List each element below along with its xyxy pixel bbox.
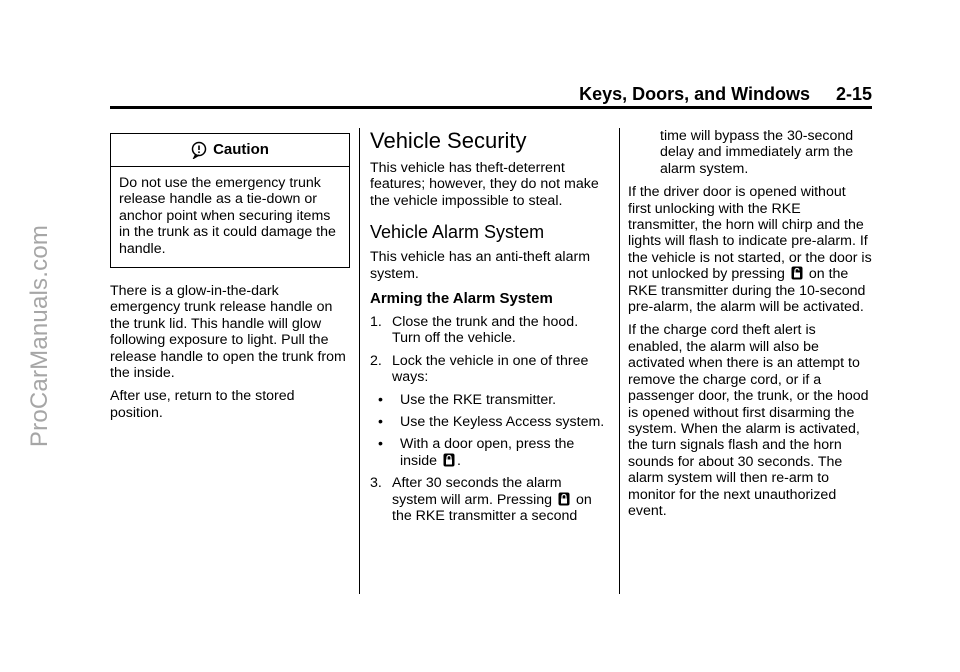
header-rule	[110, 106, 872, 109]
step-3-text-b: on the RKE transmitter a second	[392, 491, 592, 525]
caution-box	[110, 133, 350, 268]
charge-cord-paragraph: If the charge cord theft alert is enabled, the alarm will also be activated when there is an attempt to remove the charge cord, or if a passenger door, the trunk, or the hood is opened without first disarming the system. When the alarm is activated, the turn signals flash and the horn sounds for about 30 seconds. The alarm system will then re-arm to monitor for the next unauthorized event.	[628, 322, 869, 519]
pre-alarm-text-a: If the driver door is opened without first unlocking with the RKE transmitter, the horn will chirp and the lights will flash to indicate pre-alarm. If the vehicle is not started, or the door is not unlocked by pressing	[628, 184, 872, 283]
unlock-button-icon	[791, 266, 803, 280]
return-paragraph: After use, return to the stored position.	[110, 388, 295, 421]
caution-header	[111, 134, 349, 167]
arming-heading: Arming the Alarm System	[370, 290, 553, 308]
continued-paragraph: time will bypass the 30-second delay and immediately arm the alarm system.	[660, 128, 854, 177]
column-3	[628, 128, 872, 526]
caution-title: Caution	[213, 140, 269, 158]
bullet-text-a: With a door open, press the inside	[400, 436, 575, 469]
subsection-heading: Vehicle Alarm System	[370, 222, 545, 243]
bullet-icon: •	[378, 391, 383, 408]
step-text: Lock the vehicle in one of three ways:	[392, 352, 589, 386]
pre-alarm-paragraph	[628, 184, 872, 315]
step-number: 2.	[370, 352, 382, 369]
step-2	[370, 353, 610, 386]
bullet-icon: •	[378, 414, 383, 431]
watermark-text: ProCarManuals.com	[26, 224, 53, 448]
bullet-item	[370, 414, 610, 430]
lock-button-icon	[443, 453, 455, 467]
bullet-text-b: .	[457, 452, 461, 469]
bullet-text: Use the Keyless Access system.	[400, 414, 605, 431]
column-2	[370, 128, 610, 531]
bullet-text	[400, 436, 610, 469]
step-1	[370, 314, 610, 347]
pre-alarm-text-b: on the RKE transmitter during the 10-second pre-alarm, the alarm will be activated.	[628, 266, 866, 316]
step-text	[392, 475, 610, 524]
column-divider-1	[359, 128, 360, 594]
bullet-item	[370, 436, 610, 469]
security-paragraph: This vehicle has theft-deterrent features; however, they do not make the vehicle impossible to steal.	[370, 160, 599, 209]
header-title: Keys, Doors, and Windows	[579, 84, 810, 104]
step-text: Close the trunk and the hood. Turn off the vehicle.	[392, 314, 579, 347]
column-divider-2	[619, 128, 620, 594]
trunk-release-paragraph: There is a glow-in-the-dark emergency trunk release handle on the trunk lid. This handle will glow following exposure to light. Pull the release handle to open the trunk from the inside.	[110, 283, 346, 382]
alarm-paragraph: This vehicle has an anti-theft alarm system.	[370, 249, 591, 282]
step-number: 3.	[370, 475, 382, 492]
step-3	[370, 475, 610, 524]
caution-text: Do not use the emergency trunk release handle as a tie-down or anchor point when securing items in the trunk as it could damage the handle.	[119, 175, 336, 257]
step-number: 1.	[370, 314, 382, 331]
page-number: 2-15	[835, 84, 872, 104]
column-1	[110, 128, 350, 428]
bullet-item	[370, 392, 610, 408]
step-3-text-a: After 30 seconds the alarm system will arm. Pressing	[392, 475, 562, 508]
section-heading: Vehicle Security	[370, 128, 527, 153]
caution-icon	[191, 141, 207, 159]
bullet-text: Use the RKE transmitter.	[400, 391, 557, 408]
page-header	[110, 84, 872, 102]
lock-button-icon	[558, 492, 570, 506]
bullet-icon: •	[378, 436, 383, 453]
